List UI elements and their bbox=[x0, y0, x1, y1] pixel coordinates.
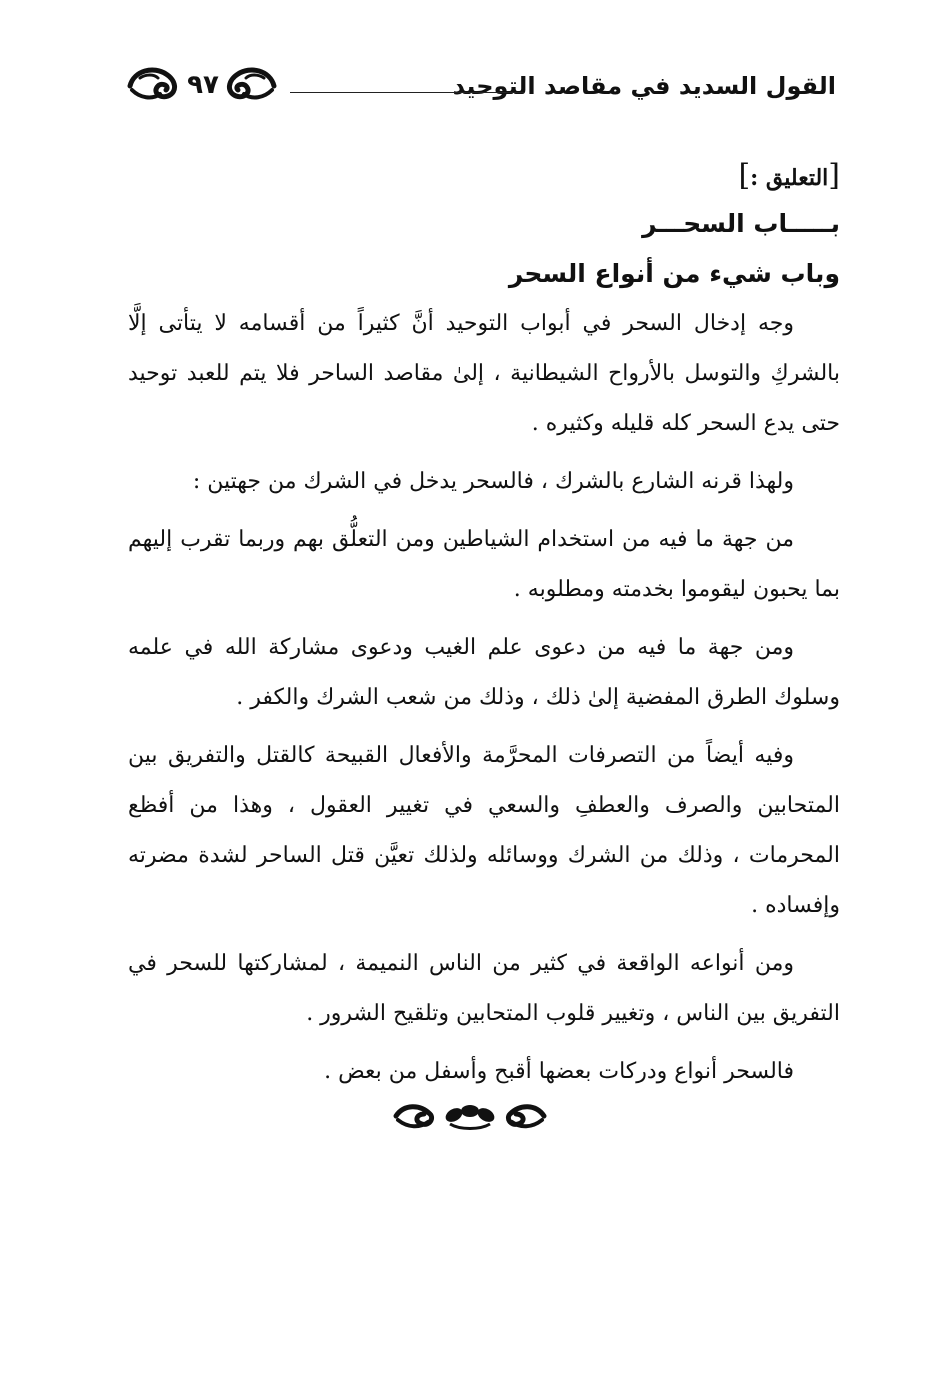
commentary-label-text: التعليق : bbox=[750, 165, 829, 191]
paragraph: فالسحر أنواع ودركات بعضها أقبح وأسفل من بعض . bbox=[324, 1059, 794, 1084]
page-number-ornament bbox=[126, 64, 276, 112]
ornament-left-icon bbox=[126, 64, 182, 104]
paragraph: ومن أنواعه الواقعة في كثير من الناس النميمة ، لمشاركتها للسحر في التفريق بين الناس ، وتغيير قلوب المتحابين وتلقيح الشرور . bbox=[128, 951, 840, 1026]
running-title: القول السديد في مقاصد التوحيد bbox=[452, 72, 836, 100]
chapter-subheading: وباب شيء من أنواع السحر bbox=[508, 259, 840, 288]
end-of-section-ornament bbox=[0, 1098, 940, 1136]
header-rule bbox=[290, 92, 524, 93]
paragraph: وفيه أيضاً من التصرفات المحرَّمة والأفعال القبيحة كالقتل والتفريق بين المتحابين والصرف والعطفِ والسعي في تغيير العقول ، وهذا من أفظع المحرمات ، وذلك من الشرك ووسائله ولذلك تعيَّن قتل الساحر لشدة مضرته وإفساده . bbox=[128, 743, 840, 918]
paragraph: وجه إدخال السحر في أبواب التوحيد أنَّ كثيراً من أقسامه لا يتأتى إلَّا بالشركِ والتوسل بالأرواح الشيطانية ، إلىٰ مقاصد الساحر فلا يتم للعبد توحيد حتى يدع السحر كله قليله وكثيره . bbox=[128, 311, 840, 436]
chapter-heading: بـــــاب السحـــر bbox=[642, 209, 840, 238]
ornament-right-icon bbox=[222, 64, 278, 104]
floral-divider-icon bbox=[390, 1098, 550, 1132]
paragraph: ولهذا قرنه الشارع بالشرك ، فالسحر يدخل في الشرك من جهتين : bbox=[192, 469, 794, 494]
paragraph: من جهة ما فيه من استخدام الشياطين ومن التعلُّق بهم وربما تقرب إليهم بما يحبون ليقوموا بخدمته ومطلوبه . bbox=[128, 527, 840, 602]
commentary-label: [التعليق :] bbox=[738, 158, 840, 193]
paragraph: ومن جهة ما فيه من دعوى علم الغيب ودعوى مشاركة الله في علمه وسلوك الطرق المفضية إلىٰ ذلك ، وذلك من شعب الشرك والكفر . bbox=[128, 635, 840, 710]
page-header bbox=[126, 62, 836, 122]
page-number: ٩٧ bbox=[187, 70, 219, 100]
page-content bbox=[128, 158, 840, 1097]
